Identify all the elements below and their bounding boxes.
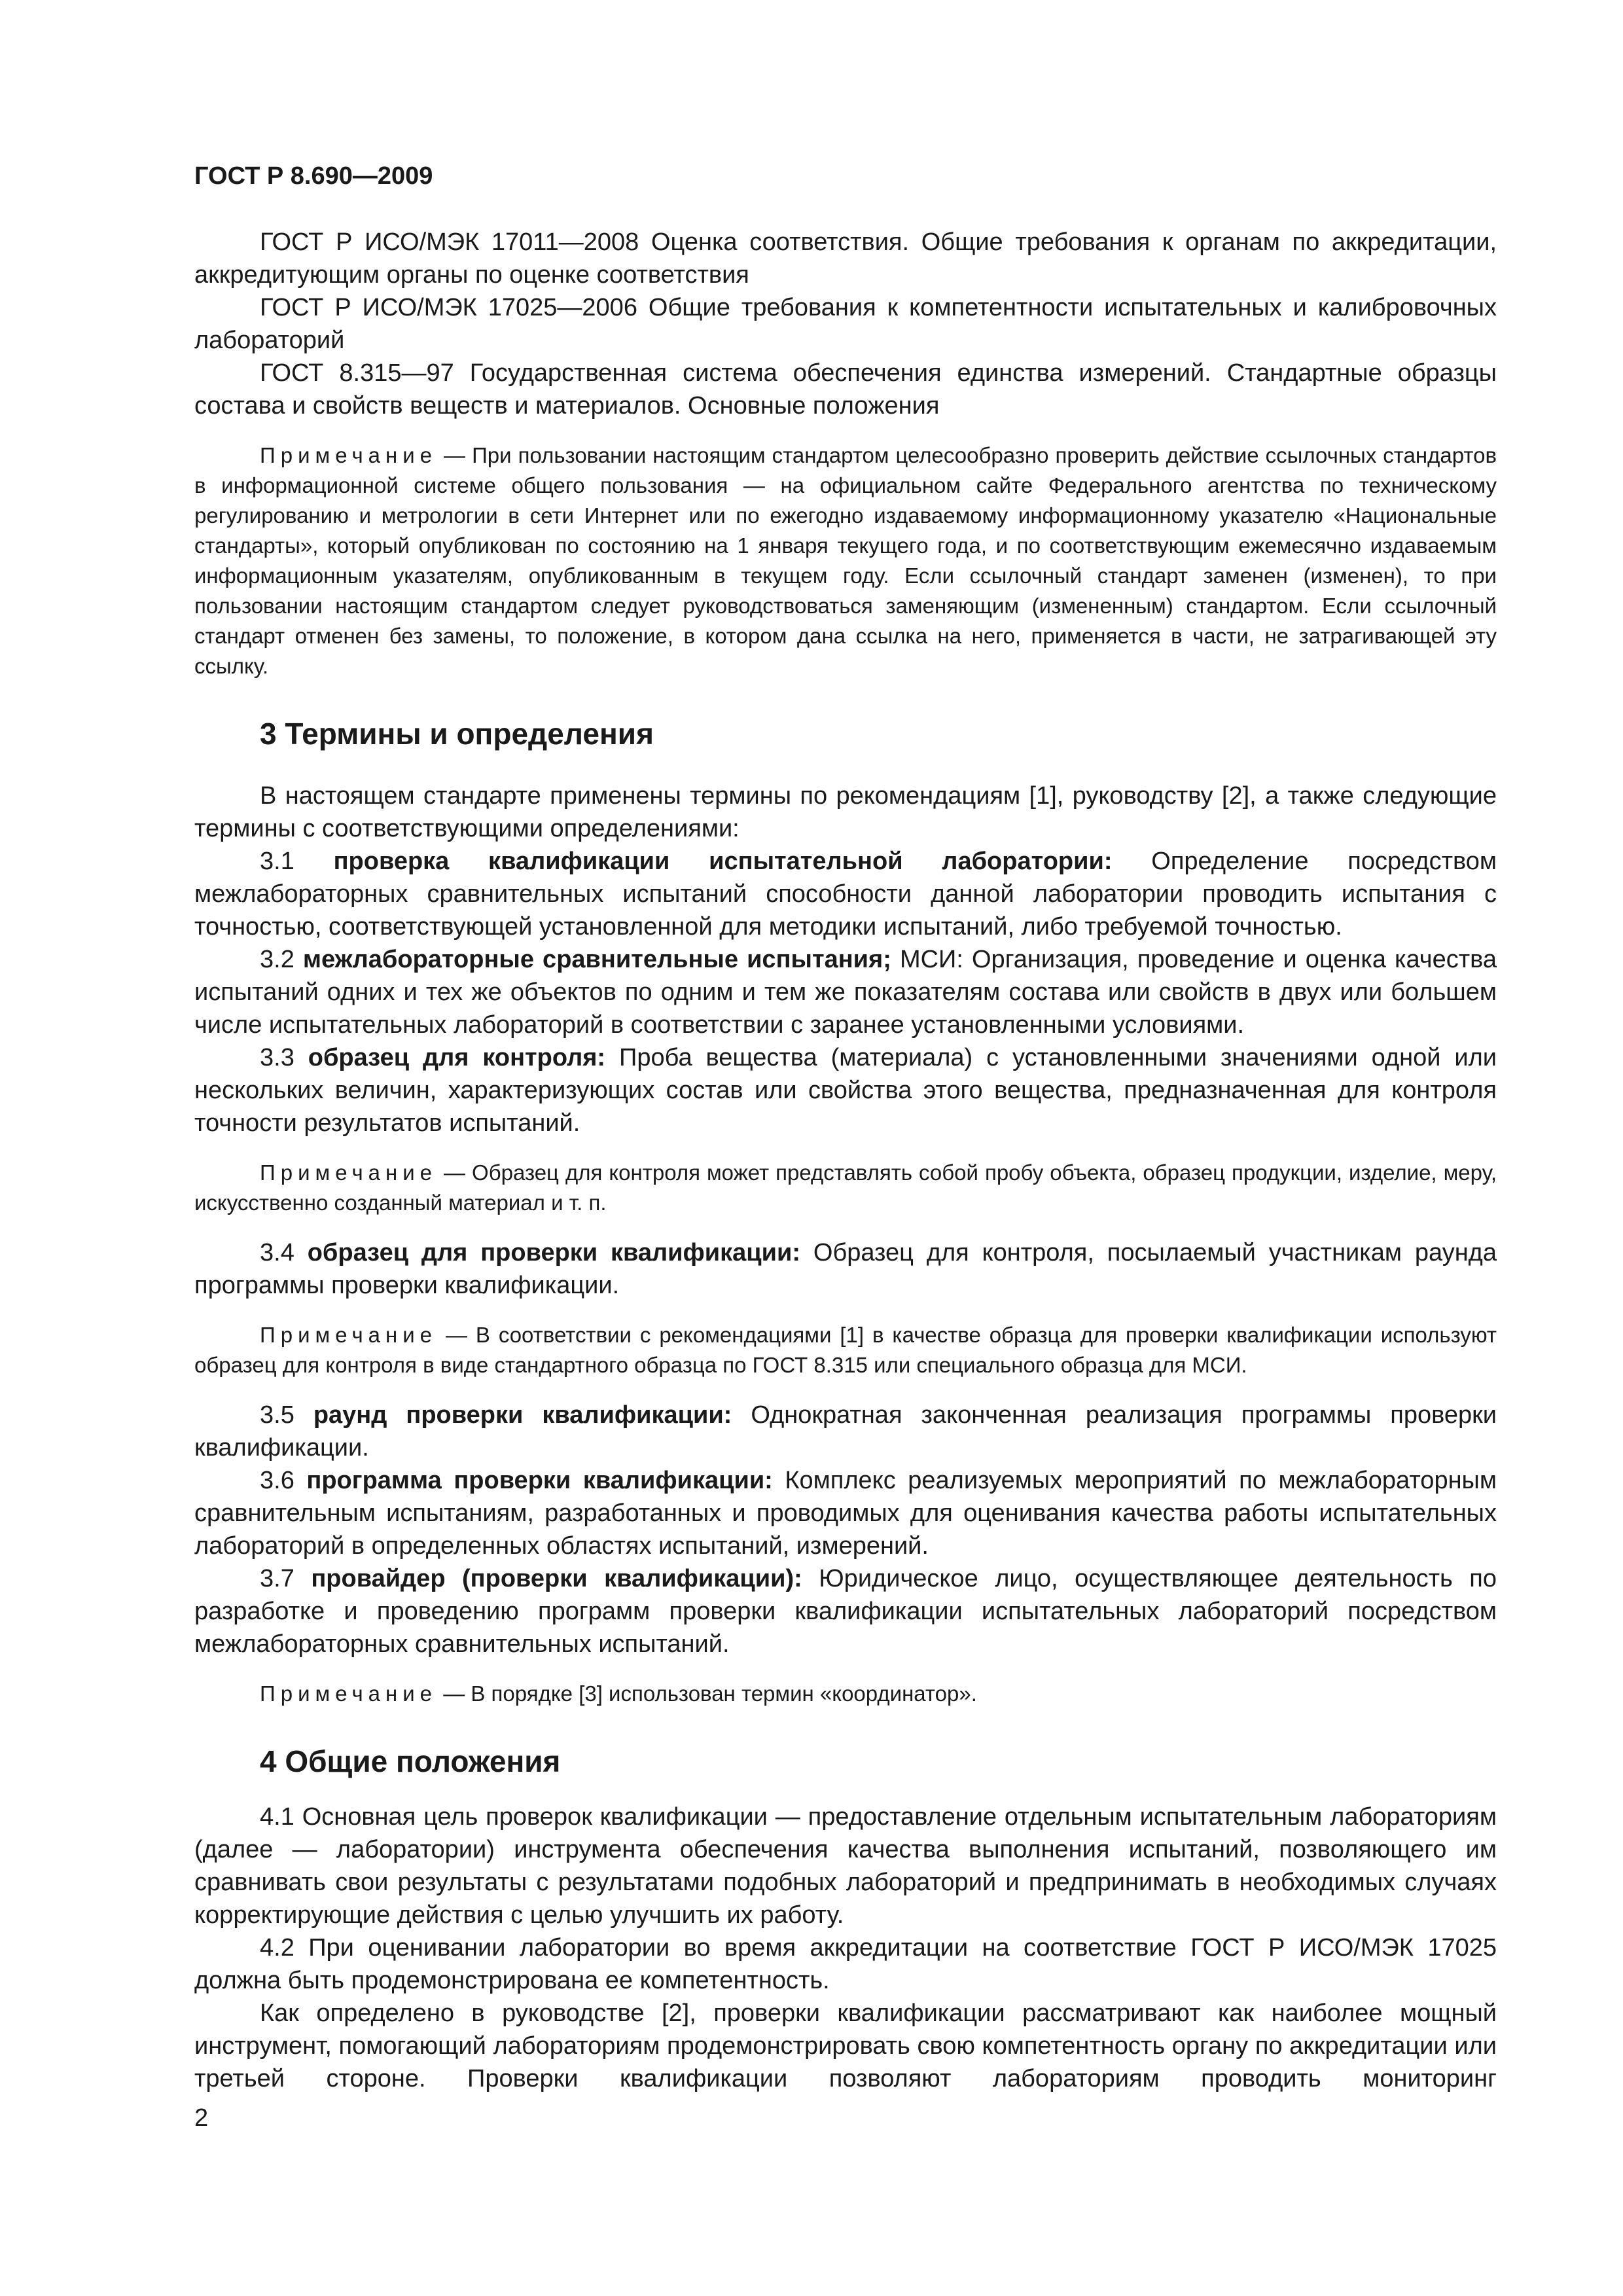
note-3-7: Примечание — В порядке [3] использован термин «координатор». — [260, 1681, 977, 1706]
term-3-1: 3.1 проверка квалификации испытательной лаборатории: Определение посредством межлабораторных сравнительных испытаний способности данной лаборатории проводить испытания с точностью, соответствующей установленной для методики испытаний, либо требуемой точностью. — [194, 848, 1497, 941]
paragraph-4-2-cont: Как определено в руководстве [2], проверки квалификации рассматривают как наиболее мощный инструмент, помогающий лабораториям продемонстрировать свою компетентность органу по аккредитации или третьей стороне. Проверки квалификации позволяют лабораториям проводить мониторинг — [194, 2000, 1497, 2092]
reference-17025: ГОСТ Р ИСО/МЭК 17025—2006 Общие требования к компетентности испытательных и калибровочных лабораторий — [194, 294, 1497, 354]
term-3-6: 3.6 программа проверки квалификации: Комплекс реализуемых мероприятий по межлабораторным сравнительным испытаниям, разработанных и проводимых для оценивания качества работы испытательных лабораторий в определенных областях испытаний, измерений. — [194, 1467, 1497, 1560]
section-4-heading: 4 Общие положения — [260, 1744, 561, 1778]
section-3-heading: 3 Термины и определения — [260, 717, 654, 751]
paragraph-4-1: 4.1 Основная цель проверок квалификации — предоставление отдельным испытательным лабораториям (далее — лаборатории) инструмента обеспечения качества выполнения испытаний, позволяющего им сравнивать свои результаты с результатами подобных лабораторий и предпринимать в необходимых случаях корректирующие действия с целью улучшить их работу. — [194, 1803, 1497, 1929]
note-references: Примечание — При пользовании настоящим стандартом целесообразно проверить действие ссылочных стандартов в информационной системе общего пользования — на официальном сайте Федерального агентства по техническому регулированию и метрологии в сети Интернет или по ежегодно издаваемому информационному указателю «Национальные стандарты», который опубликован по состоянию на 1 января текущего года, и по соответствующим ежемесячно издаваемым информационным указателям, опубликованным в текущем году. Если ссылочный стандарт заменен (изменен), то при пользовании настоящим стандартом следует руководствоваться заменяющим (измененным) стандартом. Если ссылочный стандарт отменен без замены, то положение, в котором дана ссылка на него, применяется в части, не затрагивающей эту ссылку. — [194, 443, 1497, 678]
note-3-4: Примечание — В соответствии с рекомендациями [1] в качестве образца для проверки квалификации используют образец для контроля в виде стандартного образца по ГОСТ 8.315 или специального образца для МСИ. — [194, 1323, 1497, 1377]
reference-17011: ГОСТ Р ИСО/МЭК 17011—2008 Оценка соответствия. Общие требования к органам по аккредитации, аккредитующим органы по оценке соответствия — [194, 228, 1497, 289]
document-body — [194, 226, 1497, 2095]
reference-8315: ГОСТ 8.315—97 Государственная система обеспечения единства измерений. Стандартные образцы состава и свойств веществ и материалов. Основные положения — [194, 359, 1497, 420]
term-3-4: 3.4 образец для проверки квалификации: Образец для контроля, посылаемый участникам раунда программы проверки квалификации. — [194, 1239, 1497, 1299]
note-label: Примечание — [260, 443, 438, 467]
term-3-2: 3.2 межлабораторные сравнительные испытания; МСИ: Организация, проведение и оценка качества испытаний одних и тех же объектов по одним и тем же показателям состава или свойств в двух или большем числе испытательных лабораторий в соответствии с заранее установленными условиями. — [194, 946, 1497, 1039]
note-3-3: Примечание — Образец для контроля может представлять собой пробу объекта, образец продукции, изделие, меру, искусственно созданный материал и т. п. — [194, 1160, 1497, 1215]
document-header: ГОСТ Р 8.690—2009 — [194, 162, 433, 190]
page-number: 2 — [194, 2104, 209, 2132]
term-3-5: 3.5 раунд проверки квалификации: Однократная законченная реализация программы проверки квалификации. — [194, 1401, 1497, 1462]
paragraph-4-2: 4.2 При оценивании лаборатории во время аккредитации на соответствие ГОСТ Р ИСО/МЭК 17025 должна быть продемонстрирована ее компетентность. — [194, 1934, 1497, 1994]
term-3-7: 3.7 провайдер (проверки квалификации): Юридическое лицо, осуществляющее деятельность по разработке и проведению программ проверки квалификации испытательных лабораторий посредством межлабораторных сравнительных испытаний. — [194, 1565, 1497, 1658]
term-3-3: 3.3 образец для контроля: Проба вещества (материала) с установленными значениями одной или нескольких величин, характеризующих состав или свойства этого вещества, предназначенная для контроля точности результатов испытаний. — [194, 1044, 1497, 1137]
section-3-intro: В настоящем стандарте применены термины по рекомендациям [1], руководству [2], а также следующие термины с соответствующими определениями: — [194, 782, 1497, 842]
